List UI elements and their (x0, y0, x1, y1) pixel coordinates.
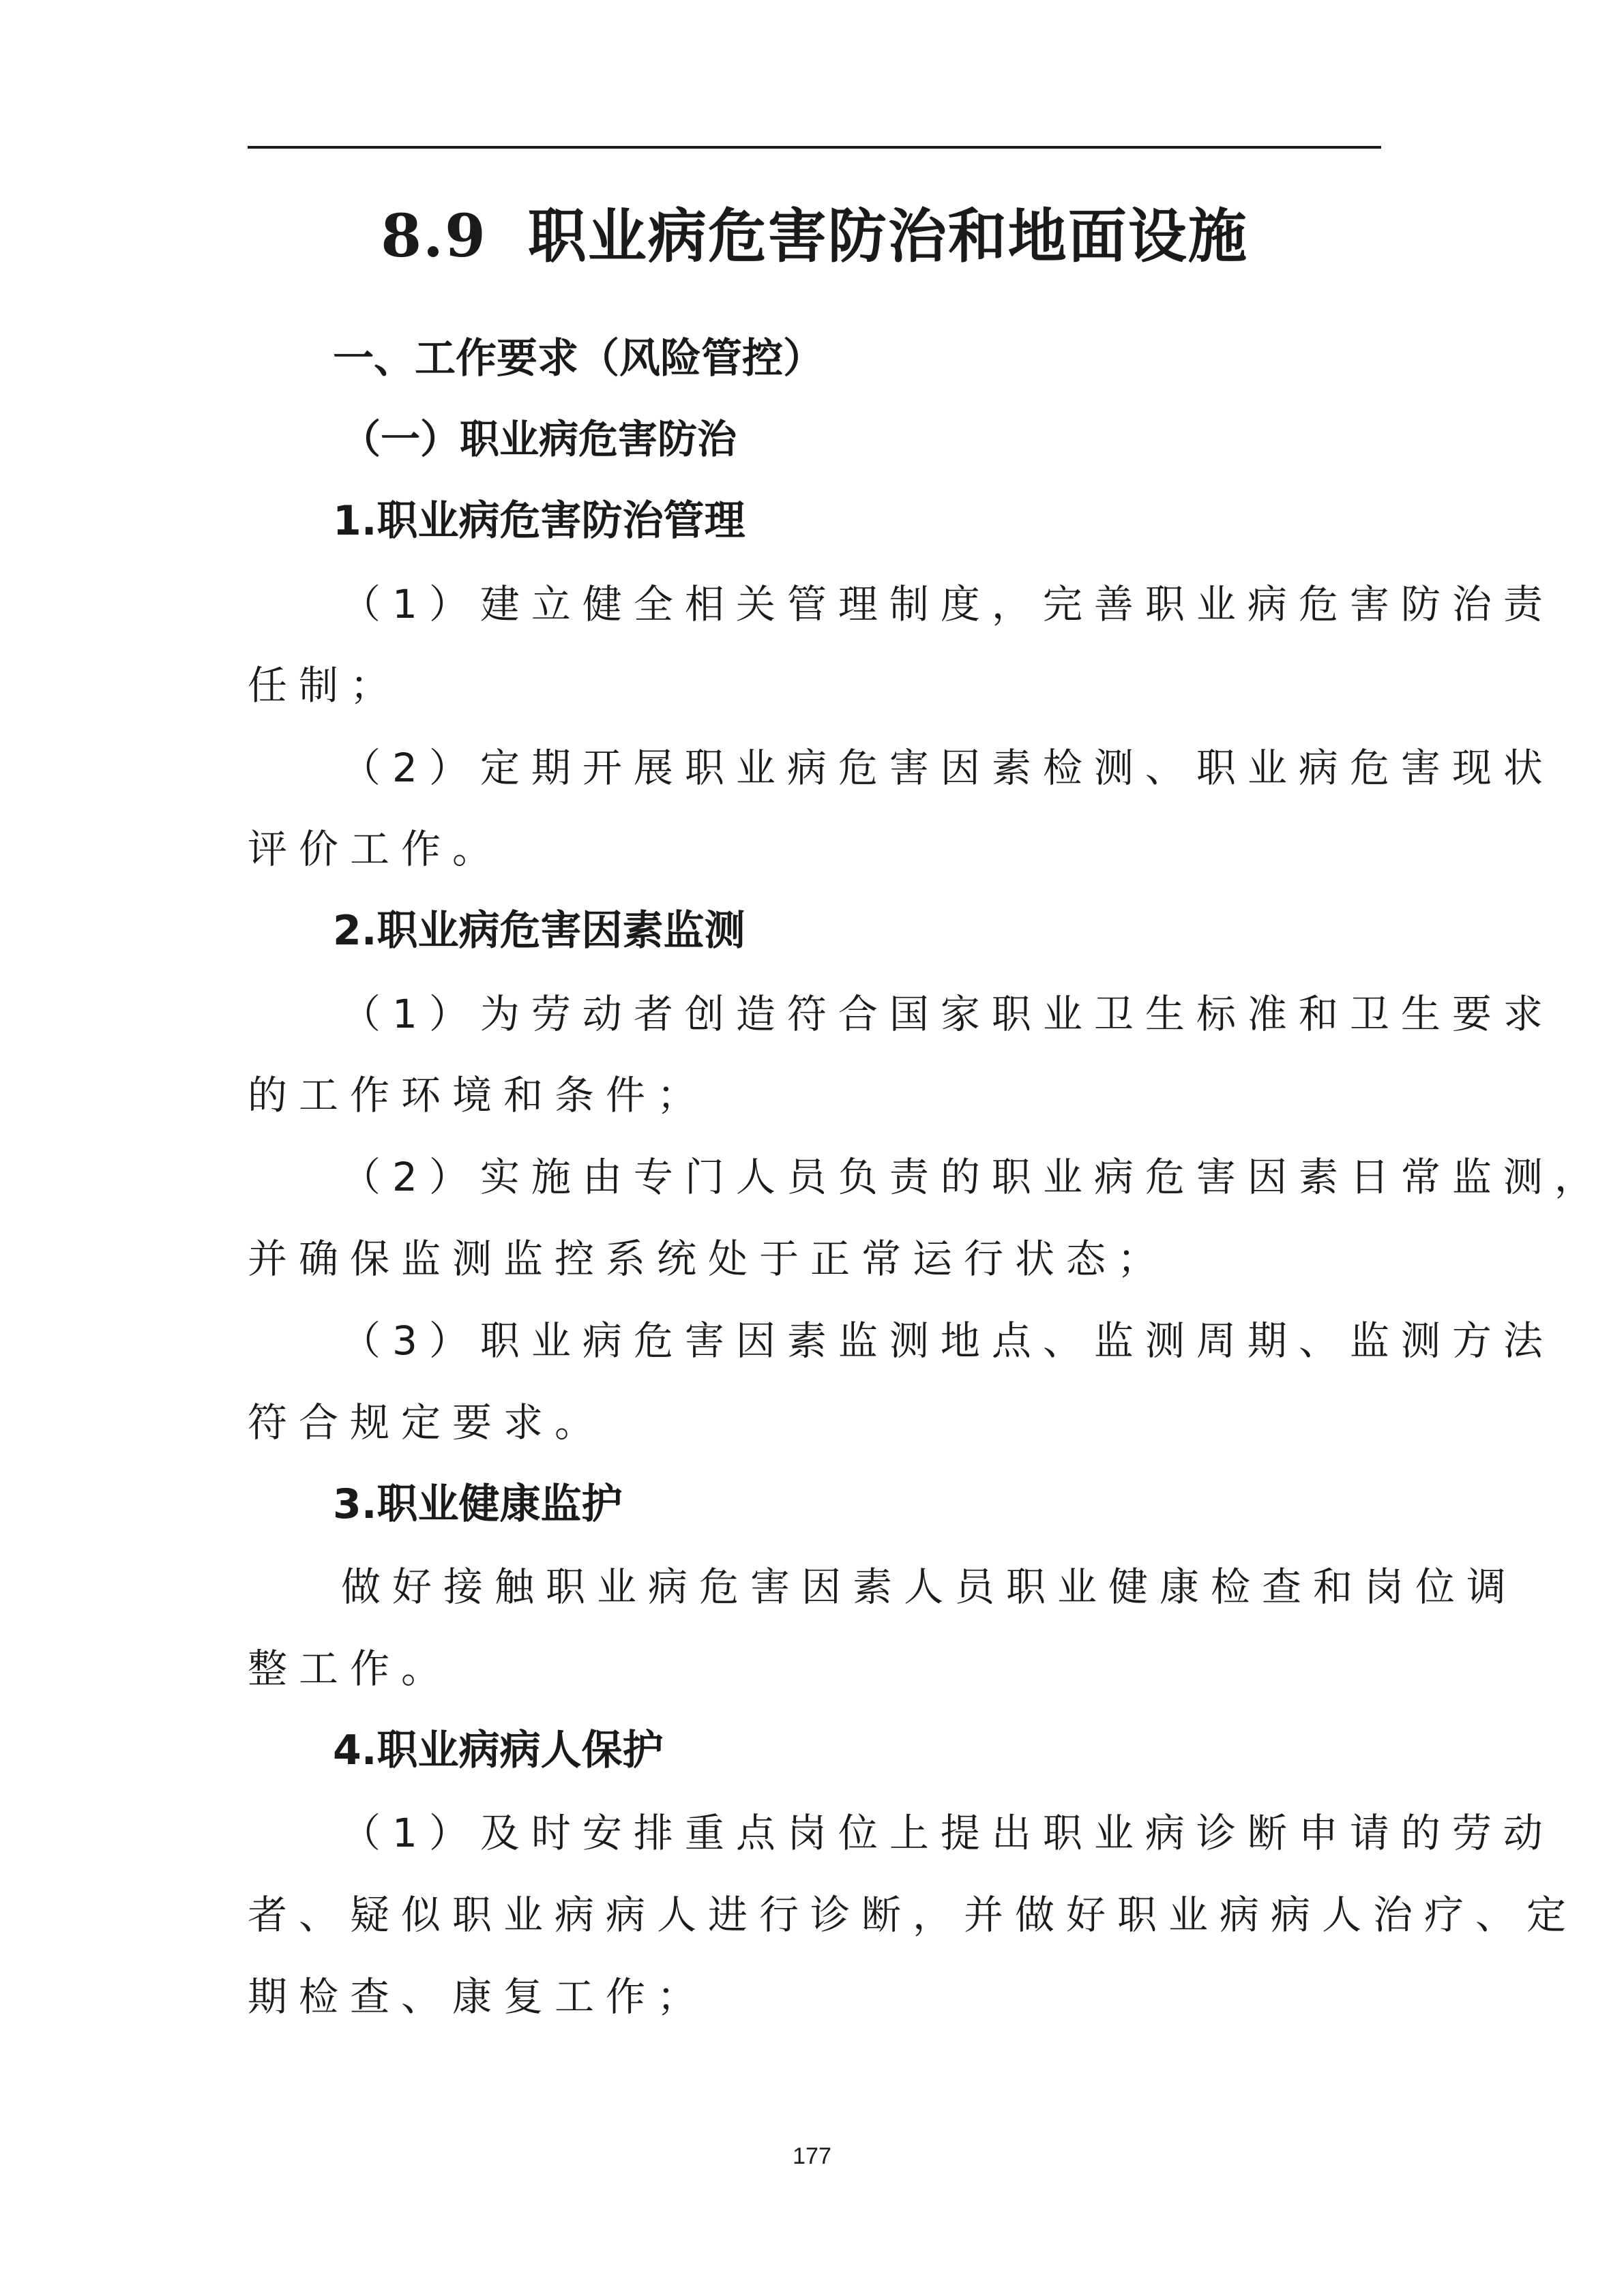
page-title (248, 199, 1381, 274)
paragraph-line: （3）职业病危害因素监测地点、监测周期、监测方法 (341, 1317, 1554, 1364)
paragraph-line: 整工作。 (248, 1645, 453, 1692)
paragraph-line: （2）实施由专门人员负责的职业病危害因素日常监测， (341, 1154, 1606, 1200)
page-number: 177 (793, 2143, 831, 2169)
paragraph-line: 任制； (248, 662, 402, 709)
item-heading-4: 4.职业病病人保护 (333, 1727, 664, 1774)
subsection-heading: （一）职业病危害防治 (341, 416, 737, 462)
section-number: 8.9 (381, 202, 487, 271)
item-heading-3: 3.职业健康监护 (333, 1480, 623, 1528)
paragraph-line: 期检查、康复工作； (248, 1973, 709, 2020)
paragraph-line: （1）为劳动者创造符合国家职业卫生标准和卫生要求 (341, 991, 1554, 1037)
paragraph-line: （1）及时安排重点岗位上提出职业病诊断申请的劳动 (341, 1810, 1554, 1856)
paragraph-line: 者、疑似职业病病人进行诊断，并做好职业病病人治疗、定 (248, 1892, 1578, 1938)
item-heading-2: 2.职业病危害因素监测 (333, 907, 745, 955)
paragraph-line: （1）建立健全相关管理制度，完善职业病危害防治责 (341, 581, 1554, 627)
paragraph-line: 的工作环境和条件； (248, 1072, 709, 1118)
paragraph-line: 做好接触职业病危害因素人员职业健康检查和岗位调 (341, 1564, 1518, 1610)
section-title-text: 职业病危害防治和地面设施 (527, 203, 1248, 271)
paragraph-line: 评价工作。 (248, 826, 504, 872)
section-heading: 一、工作要求（风险管控） (333, 335, 824, 383)
header-rule (248, 146, 1381, 149)
paragraph-line: （2）定期开展职业病危害因素检测、职业病危害现状 (341, 745, 1554, 791)
item-heading-1: 1.职业病危害防治管理 (333, 497, 745, 545)
paragraph-line: 并确保监测监控系统处于正常运行状态； (248, 1236, 1169, 1282)
paragraph-line: 符合规定要求。 (248, 1399, 606, 1446)
